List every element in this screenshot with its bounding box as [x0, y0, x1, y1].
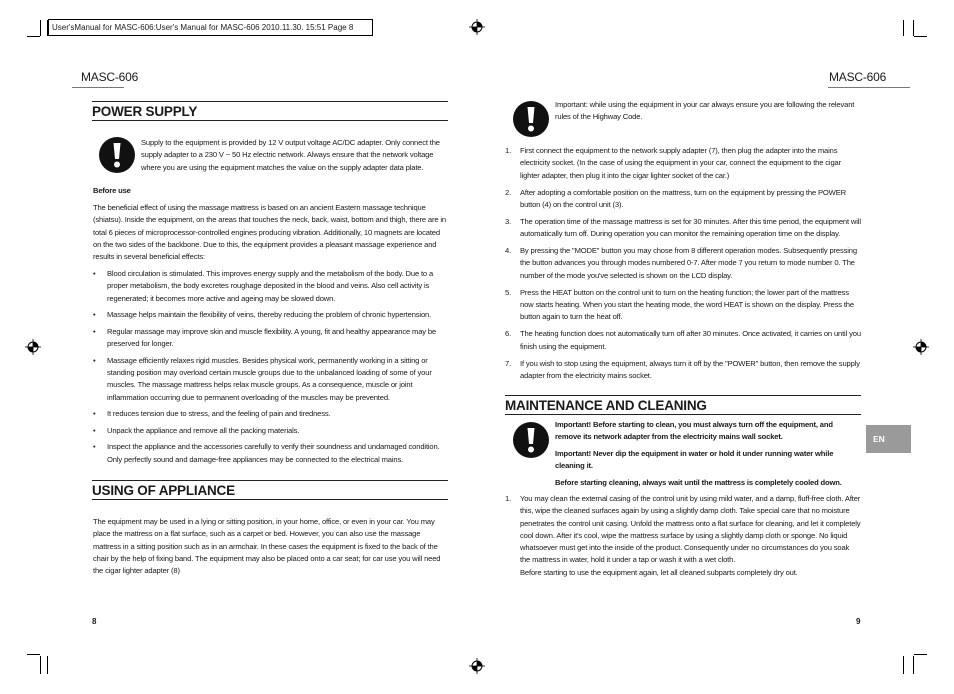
list-item: 7. If you wish to stop using the equipment, always turn it off by the "POWER" button, then remove the supply adapter from the electricity mains socket. — [505, 358, 860, 380]
registration-mark-icon — [913, 339, 929, 355]
before-use-heading: Before use — [93, 186, 131, 195]
list-item: • Inspect the appliance and the accessories carefully to verify their soundness and undamaged condition. Only perfectly sound and damage-free appliances may be connected to the electrical mains. — [93, 441, 447, 466]
registration-mark-icon — [469, 19, 485, 35]
section-title-maintenance: MAINTENANCE AND CLEANING — [505, 395, 861, 415]
warning-exclamation-icon — [512, 421, 550, 459]
model-name: MASC-606 — [81, 70, 139, 84]
before-use-intro: The beneficial effect of using the massage mattress is based on an ancient Eastern massage technique (shiatsu). Inside the equipment, on the areas that touches the neck, back, waist, bottom and thigh, there are in total 6 pieces of microprocessor-controlled engines producing vibration. Additionally, 10 magnets are located on the two sides of the backbone. Due to this, the equipment provides a pleasant massage experience and results in several beneficial effects: — [93, 203, 446, 262]
list-item: • Massage efficiently relaxes rigid muscles. Besides physical work, permanently working in a sitting or standing position may overload certain muscle groups due to the unbalanced loading of some of your muscles. The massage mattress helps relax muscle groups. As a consequence, muscle or joint inflammation occurring due to permanent overloading of the muscles may be prevented. — [93, 355, 447, 404]
list-item: 1. You may clean the external casing of the control unit by using mild water, and a damp, fluff-free cloth. After this, wipe the cleaned surfaces again by using a slightly damp cloth. Take special care that no moisture penetrates the control unit casing. Unfold the mattress onto a flat surface for cleaning, and let it completely cool down. After it's cool, wipe the mattress surface by using a slightly damp cloth or sponge. No liquid whatsoever must get into the inside of the product. Consequently under no circumstances do you soak the mattress in water, hold it under a tap or wash it with a wet cloth. Before starting to use the equipment again, let all cleaned subparts completely dry out. — [505, 494, 861, 577]
list-item: • Regular massage may improve skin and muscle flexibility. A young, fit and healthy appearance may be preserved for longer. — [93, 326, 447, 351]
model-name: MASC-606 — [829, 70, 887, 84]
print-header: User'sManual for MASC-606:User's Manual for MASC-606 2010.11.30. 15:51 Page 8 — [48, 19, 373, 36]
registration-mark-icon — [469, 658, 485, 674]
warning-exclamation-icon — [512, 100, 550, 138]
section-title-power-supply: POWER SUPPLY — [92, 101, 448, 121]
list-item: 1. First connect the equipment to the network supply adapter (7), then plug the adapter into the mains electricity socket. (In the case of using the equipment in your car, connect the equipment to the cigar lighter adapter, then plug it into the cigar lighter socket of the car.) — [505, 146, 841, 180]
model-rule — [72, 87, 124, 88]
car-use-warning: Important: while using the equipment in your car always ensure you are following the relevant rules of the Highway Code. — [555, 100, 855, 122]
list-item: 3. The operation time of the massage mattress is set for 30 minutes. After this time period, the equipment will automatically turn off. During operation you can monitor the remaining operation time on the display. — [505, 216, 861, 239]
maintenance-warning-1: Important! Before starting to clean, you must always turn off the equipment, and remove its network adapter from the electricity mains wall socket. — [555, 420, 833, 442]
cleaning-step — [505, 493, 861, 584]
registration-mark-icon — [25, 339, 41, 355]
maintenance-warning-3: Before starting cleaning, always wait until the mattress is completely cooled down. — [555, 478, 842, 487]
benefits-list — [93, 268, 447, 470]
list-item: • Blood circulation is stimulated. This improves energy supply and the metabolism of the body. Due to a proper metabolism, the body excretes roughage deposited in the blood and veins. Also cell activity is regenerated; it becomes more active and ageing may be slowed down. — [93, 268, 447, 305]
list-item: 5. Press the HEAT button on the control unit to turn on the heating function; the lower part of the mattress now starts heating. When you start the heating mode, the word HEAT is shown on the display. Press the button again to turn the heat off. — [505, 287, 854, 322]
list-item: • Unpack the appliance and remove all the packing materials. — [93, 425, 447, 437]
section-title-using: USING OF APPLIANCE — [92, 480, 448, 500]
operation-steps — [505, 145, 861, 387]
model-rule — [828, 87, 910, 88]
list-item: 2. After adopting a comfortable position on the mattress, turn on the equipment by pressing the POWER button (4) on the control unit (3). — [505, 187, 846, 209]
power-supply-warning: Supply to the equipment is provided by 12 V output voltage AC/DC adapter. Only connect the supply adapter to a 230 V ~ 50 Hz electric network. Always ensure that the network voltage where you are using the equipment matches the value on the supply adapter data plate. — [141, 138, 440, 172]
list-item: 6. The heating function does not automatically turn off after 30 minutes. Once activated, it carries on until you finish using the equipment. — [505, 329, 861, 351]
list-item: 4. By pressing the "MODE" button you may chose from 8 different operation modes. Subsequently pressing the button advances you through modes numbered 0-7. After mode 7 you return to mode number 0. The number of the mode you've selected is shown on the LCD display. — [505, 246, 857, 280]
list-item: • Massage helps maintain the flexibility of veins, thereby reducing the problem of chronic hypertension. — [93, 309, 447, 321]
page-number-left: 8 — [92, 617, 97, 626]
page-number-right: 9 — [856, 617, 861, 626]
maintenance-warning-2: Important! Never dip the equipment in water or hold it under running water while cleaning it. — [555, 449, 834, 471]
language-tab-en: EN — [866, 425, 911, 453]
warning-exclamation-icon — [98, 136, 136, 174]
list-item: • It reduces tension due to stress, and the feeling of pain and tiredness. — [93, 408, 447, 420]
using-text: The equipment may be used in a lying or sitting position, in your home, office, or even in your car. You may place the mattress on a flat surface, such as a carpet or bed. However, you can also use the massage mattress in a sitting position such as in an armchair. In these cases the equipment is fixed to the back of the chair by the help of fixing band. The equipment may also be placed onto a car seat; for car use you will need the cigar lighter adapter (8) — [93, 517, 441, 576]
